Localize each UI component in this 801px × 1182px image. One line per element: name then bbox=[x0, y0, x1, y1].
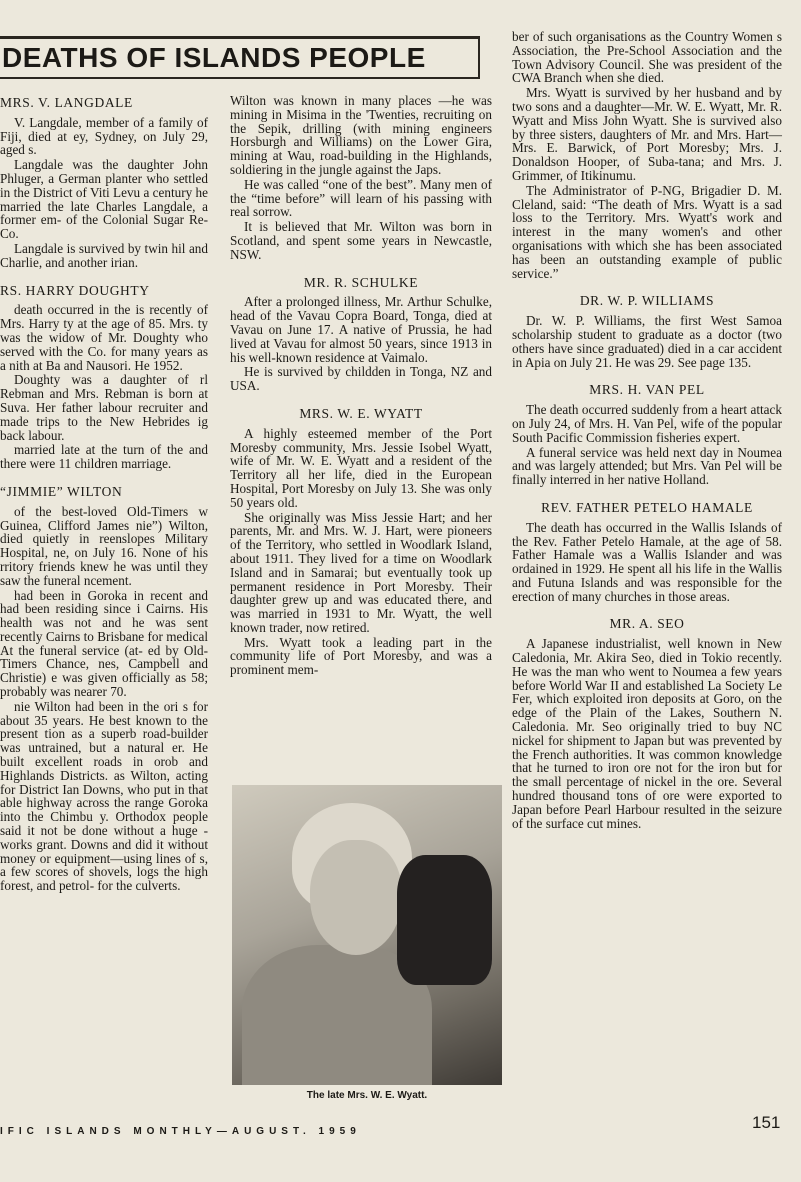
obituary-heading: MRS. H. VAN PEL bbox=[589, 382, 705, 398]
portrait-photo bbox=[232, 785, 502, 1085]
obituary-paragraph: He is survived by childden in Tonga, NZ and USA. bbox=[230, 364, 492, 394]
obituary-paragraph: She originally was Miss Jessie Hart; and her parents, Mr. and Mrs. W. J. Hart, were pioneers of the Territory, who settled in Woodlark Island, about 1911. They lived for a time on Woodlark Island and in Samarai; but eventually took up permanent residence in Port Moresby. Their daughter grew up and was educated there, and was married in 1931 to Mr. Wyatt, the well known trader, now retired. bbox=[230, 509, 492, 635]
obituary-section bbox=[512, 30, 782, 280]
obituary-section bbox=[512, 383, 782, 487]
photo-figure-face bbox=[310, 840, 402, 955]
obituary-paragraph: The Administrator of P-NG, Brigadier D. M. Cleland, said: “The death of Mrs. Wyatt is a sad loss to the Territory. Mrs. Wyatt's work and interest in the many women's and other organisations with which she has been associated has been an outstanding example of public service.” bbox=[512, 182, 782, 281]
obituary-section bbox=[0, 284, 208, 471]
obituary-paragraph: The death occurred suddenly from a heart attack on July 24, of Mrs. H. Van Pel, wife of the popular South Pacific Commission fisheries expert. bbox=[512, 402, 782, 445]
obituary-paragraph: He was called “one of the best”. Many men of the “time before” will learn of his passing with real sorrow. bbox=[230, 176, 492, 220]
obituary-heading: REV. FATHER PETELO HAMALE bbox=[541, 499, 753, 515]
obituary-paragraph: ber of such organisations as the Country Women s Association, the Pre-School Association and the Town Advisory Council. She was president of the CWA Branch when she died. bbox=[512, 29, 782, 86]
obituary-heading: RS. HARRY DOUGHTY bbox=[0, 282, 150, 298]
page-title: DEATHS OF ISLANDS PEOPLE bbox=[2, 42, 426, 73]
obituary-heading: MRS. V. LANGDALE bbox=[0, 95, 133, 110]
obituary-paragraph: The death has occurred in the Wallis Islands of the Rev. Father Petelo Hamale, at the age of 58. Father Hamale was a Wallis Islander and was ordained in 1929. He spent all his life in the Wallis and Futuna Islands and was responsible for the erection of many churches in those areas. bbox=[512, 519, 782, 604]
obituary-heading: “JIMMIE” WILTON bbox=[0, 483, 123, 499]
obituary-paragraph: A Japanese industrialist, well known in New Caledonia, Mr. Akira Seo, died in Tokio recently. He was the man who went to Noumea a few years before World War II and established La Society Le Fer, which exploited iron deposits at Goro, on the edge of the Plain of the Lakes, Southern N. Caledonia. Mr. Seo originally tried to buy NC nickel for shipment to Japan but was prevented by the French authorities. It was common knowledge that he turned to iron ore not for the iron but for the small percentage of nickel in the ore. Several hundred thousand tons of ore were exported to Japan before Pearl Harbour resulted in the seizure of the surface cut mines. bbox=[512, 636, 782, 831]
obituary-paragraph: Mrs. Wyatt is survived by her husband and by two sons and a daughter—Mr. W. E. Wyatt, Mr. R. Wyatt and Miss John Wyatt. She is survived also by three sisters, daughters of Mr. and Mrs. Hart—Mrs. E. Barwick, of Port Moresby; Mrs. J. Donaldson Hooper, of Suba-tana; and Mrs. J. Grimmer, of Itikinumu. bbox=[512, 85, 782, 183]
photo-caption: The late Mrs. W. E. Wyatt. bbox=[306, 1090, 428, 1101]
obituary-section bbox=[512, 617, 782, 830]
photo-telephone bbox=[397, 855, 492, 985]
column-1 bbox=[0, 96, 208, 894]
page-footer: IFIC ISLANDS MONTHLY—AUGUST. 1959 bbox=[0, 1126, 361, 1137]
obituary-section bbox=[512, 501, 782, 604]
obituary-paragraph: death occurred in the is recently of Mrs. Harry ty at the age of 85. Mrs. ty was the widow of Mr. Doughty who served with the Co. for many years as a nith at Ba and Nausori. He 1952. bbox=[0, 302, 208, 373]
obituary-paragraph: Langdale was the daughter John Phluger, a German planter who settled in the District of Viti Levu a century he married the late Charles Langdale, a former em- of the Colonial Sugar Re- Co. bbox=[0, 157, 208, 242]
obituary-heading: MR. R. SCHULKE bbox=[303, 274, 419, 290]
obituary-paragraph: A funeral service was held next day in Noumea and was largely attended; but Mrs. Van Pel will be finally interred in her native Holland. bbox=[512, 444, 782, 488]
column-3 bbox=[512, 30, 782, 831]
obituary-paragraph: It is believed that Mr. Wilton was born in Scotland, and spent some years in Newcastle, NSW. bbox=[230, 219, 492, 262]
obituary-paragraph: V. Langdale, member of a family of Fiji, died at ey, Sydney, on July 29, aged s. bbox=[0, 114, 208, 158]
obituary-paragraph: of the best-loved Old-Timers w Guinea, Clifford James nie”) Wilton, died quietly in reenslopes Military Hospital, ne, on July 16. None of his rritory friends knew he was until they saw the funeral ncement. bbox=[0, 503, 208, 588]
obituary-paragraph: After a prolonged illness, Mr. Arthur Schulke, head of the Vavau Copra Board, Tonga, died at Vavau on June 17. A native of Prussia, he had lived at Vavau for almost 50 years, since 1913 in his well-known residence at Vaimalo. bbox=[230, 294, 492, 365]
obituary-paragraph: A highly esteemed member of the Port Moresby community, Mrs. Jessie Isobel Wyatt, wife of Mr. W. E. Wyatt and a resident of the Territory all her life, died in the European Hospital, Port Moresby on July 13. She was only 50 years old. bbox=[230, 425, 492, 510]
obituary-paragraph: had been in Goroka in recent and had been residing since i Cairns. His health was not and he was sent recently Cairns to Brisbane for medical At the funeral service (at- ed by Old-Timers Chance, nes, Campbell and Christie) e was given officially as 58; probably was nearer 70. bbox=[0, 587, 208, 700]
obituary-paragraph: Wilton was known in many places —he was mining in Misima in the 'Twenties, recruiting on the Sepik, drilling (with mining engineers Horsburgh and Williams) on the Lower Gira, mining at Wau, road-building in the Highlands, soldiering in the jungle against the Japs. bbox=[230, 93, 492, 177]
column-2 bbox=[230, 94, 492, 678]
page-number: 151 bbox=[752, 1113, 781, 1132]
obituary-section bbox=[230, 94, 492, 262]
obituary-paragraph: Doughty was a daughter of rl Rebman and Mrs. Rebman is born at Suva. Her father labour recruiter and made trips to the New Hebrides ig back labour. bbox=[0, 372, 208, 443]
obituary-heading: MR. A. SEO bbox=[609, 616, 685, 632]
obituary-section bbox=[230, 407, 492, 677]
obituary-paragraph: married late at the turn of the and there were 11 children marriage. bbox=[0, 442, 208, 472]
headline-banner bbox=[0, 36, 480, 79]
obituary-heading: DR. W. P. WILLIAMS bbox=[579, 293, 715, 309]
obituary-paragraph: Mrs. Wyatt took a leading part in the community life of Port Moresby, and was a prominent mem- bbox=[230, 634, 492, 678]
obituary-section bbox=[512, 294, 782, 369]
obituary-section bbox=[230, 276, 492, 393]
obituary-paragraph: Dr. W. P. Williams, the first West Samoa scholarship student to graduate as a doctor (two others have since graduated) died in a car accident in Apia on July 21. He was 29. See page 135. bbox=[512, 313, 782, 370]
obituary-section bbox=[0, 485, 208, 893]
obituary-paragraph: Langdale is survived by twin hil and Charlie, and another irian. bbox=[0, 240, 208, 270]
obituary-heading: MRS. W. E. WYATT bbox=[299, 405, 423, 421]
obituary-section bbox=[0, 96, 208, 270]
obituary-paragraph: nie Wilton had been in the ori s for about 35 years. He best known to the present tion as a superb road-builder was untrained, but a natural er. He built excellent roads in orob and Highlands Districts. as Wilton, acting for District Ian Downs, who put in that able highway across the range Goroka into the Chimbu y. Orthodox people said it not be done without a huge -works grant. Downs and did it without money or equipment—using lines of s, a few scores of shovels, logs the high forest, and petrol- for the culverts. bbox=[0, 698, 208, 894]
